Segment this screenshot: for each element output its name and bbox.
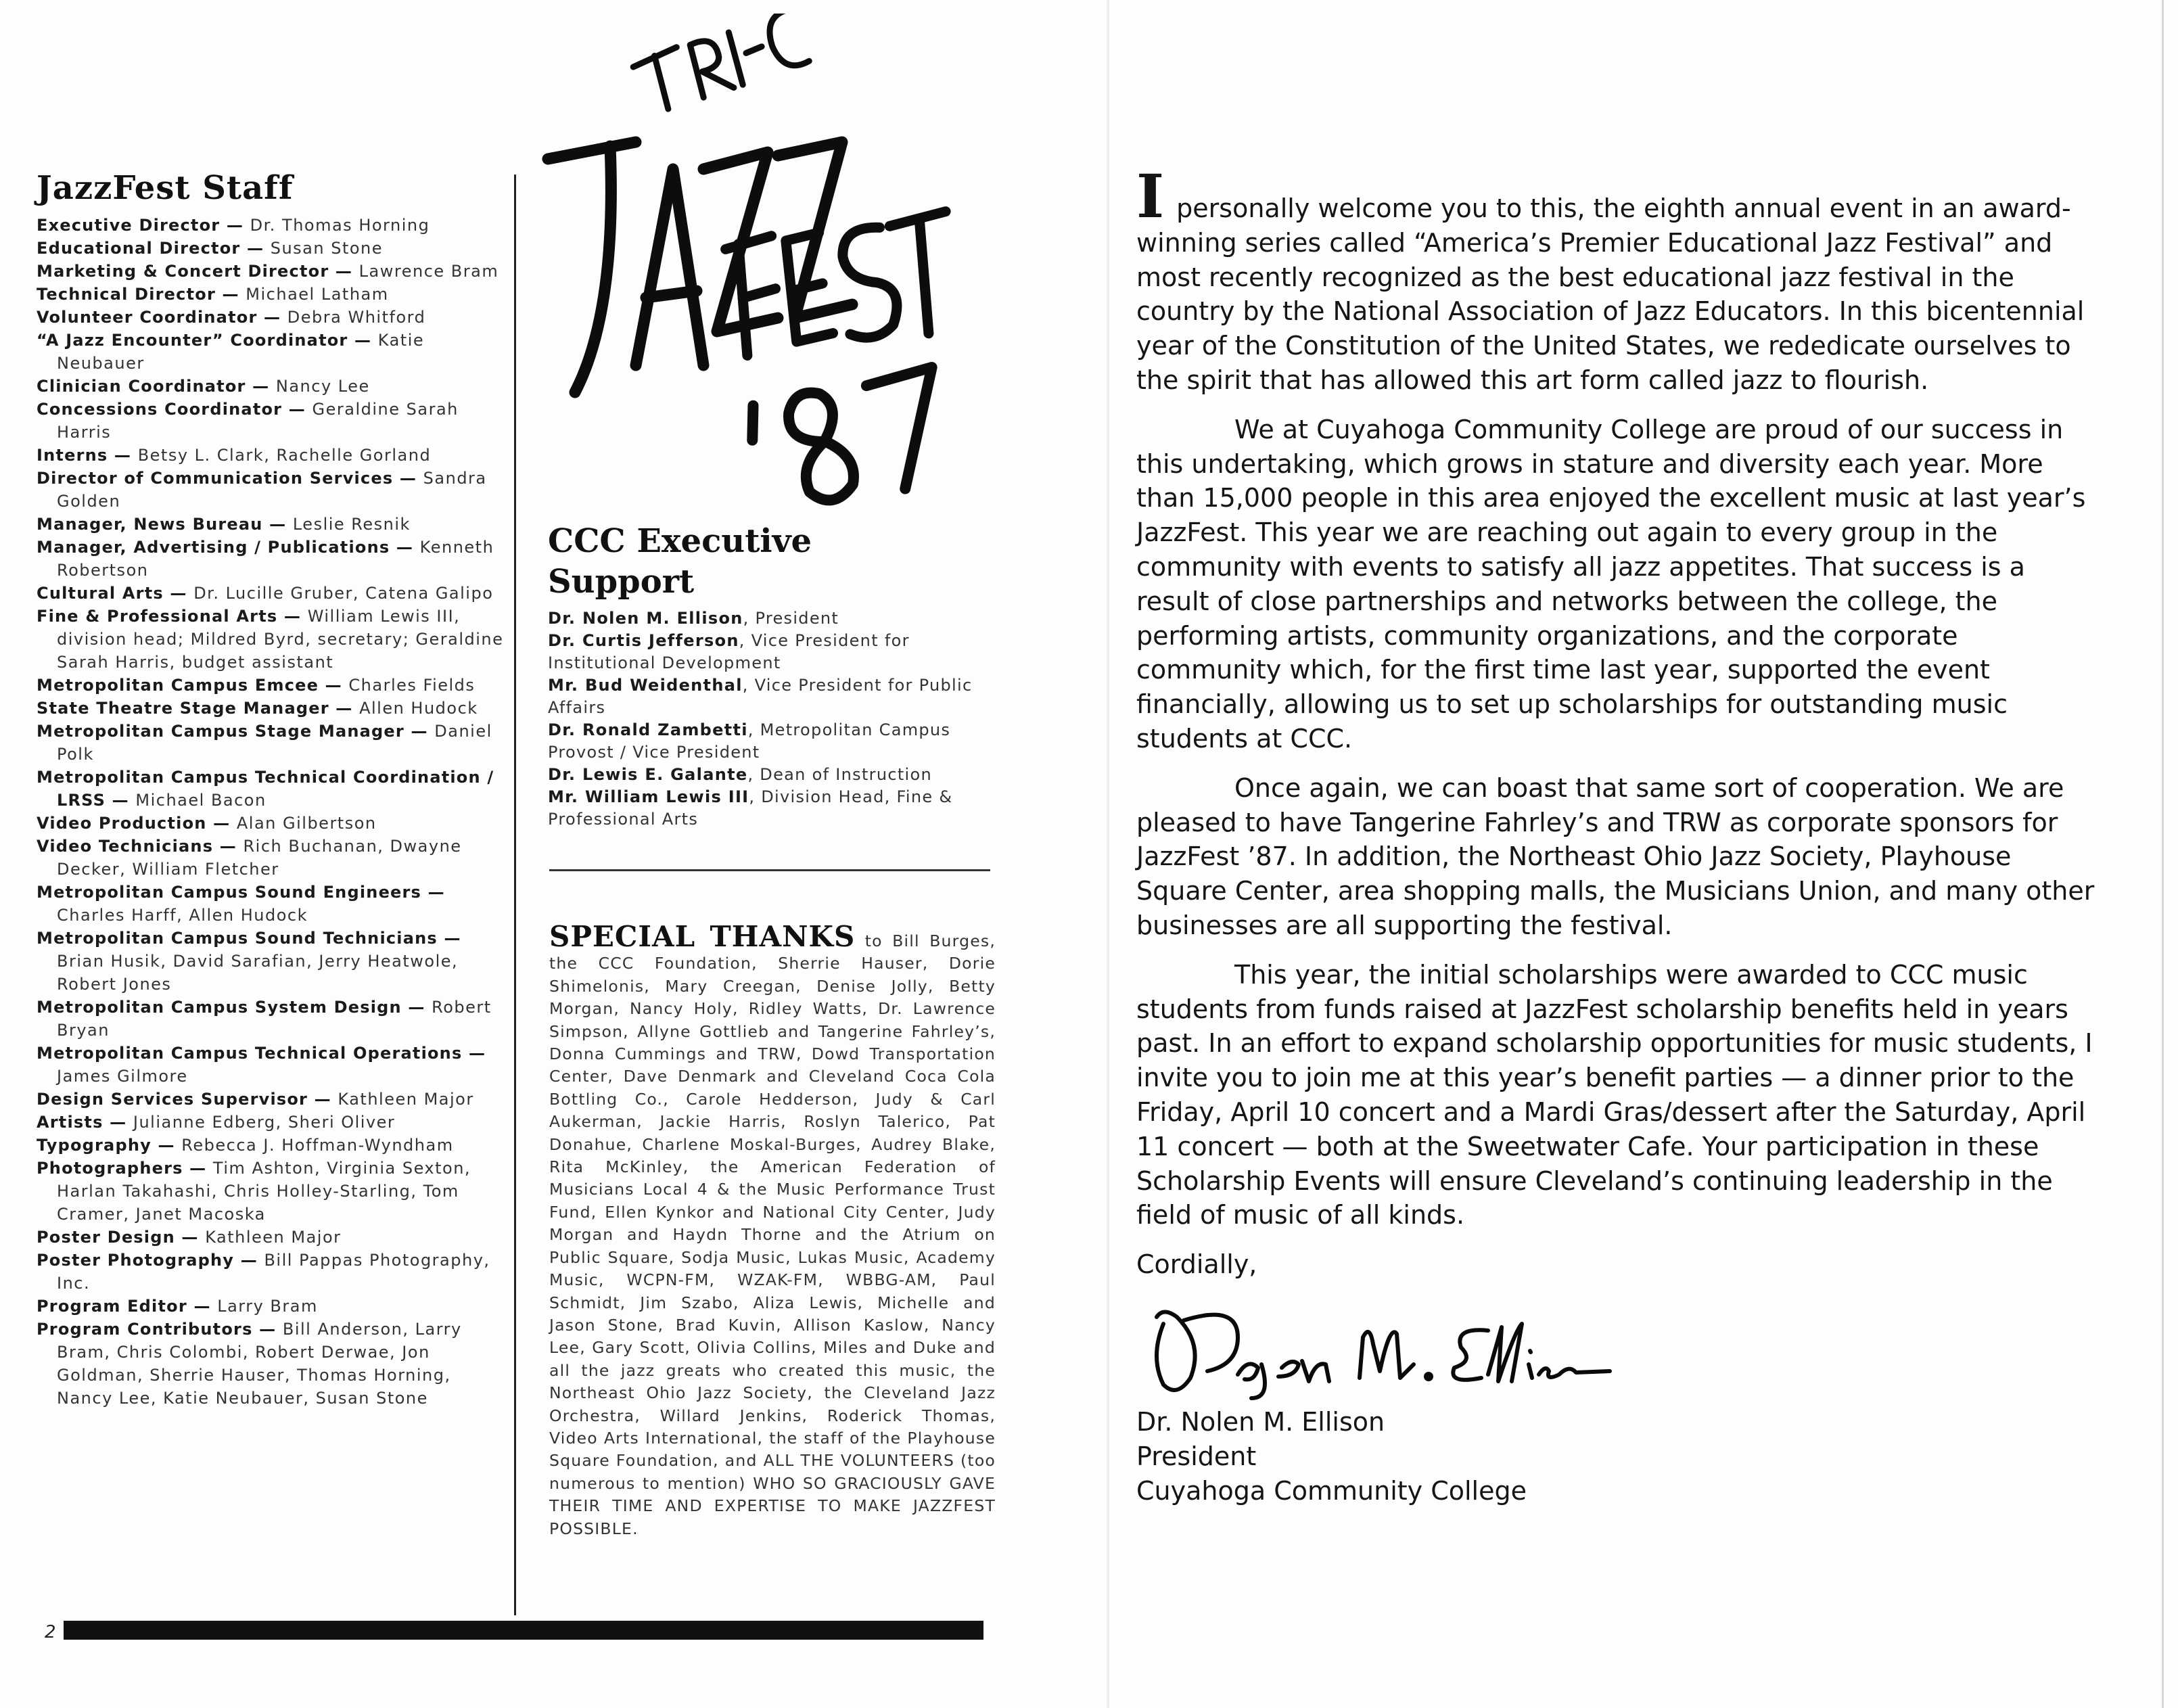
staff-role: Metropolitan Campus Emcee — [37,676,349,695]
staff-names: Tim Ashton, Virginia Sexton, Harlan Takahashi, Chris Holley-Starling, Tom Cramer, Janet Macoska [57,1159,471,1224]
staff-names: Debra Whitford [287,308,426,327]
staff-names: Kathleen Major [205,1228,342,1247]
logo-fest [724,212,962,360]
staff-role: Cultural Arts — [37,584,194,603]
staff-names: Geraldine Sarah Harris [57,400,459,442]
staff-entry [37,812,510,835]
staff-names: Katie Neubauer [57,331,425,373]
staff-entry [37,375,510,398]
staff-entry [37,513,510,536]
staff-names: Charles Harff, Allen Hudock [57,906,308,925]
page-number: 2 [45,1622,56,1642]
letter-paragraph-4: This year, the initial scholarships were awarded to CCC music students from funds raised at JazzFest scholarship benefits held in years past. In an effort to expand scholarship opportunities for music students, I invite you to join me at this year’s benefit parties — a dinner prior to the Friday, April 10 concert and a Mardi Gras/dessert after the Saturday, April 11 concert — both at the Sweetwater Cafe. Your participation in these Scholarship Events will ensure Cleveland’s continuing leadership in the field of music of all kinds. [1136,959,2093,1230]
staff-entry [37,306,510,329]
staff-role: Technical Director — [37,285,246,304]
exec-title: , Metropolitan Campus Provost / Vice President [548,720,951,762]
logo-tri-c [631,14,810,115]
staff-entry [37,720,510,766]
staff-role: Metropolitan Campus Technical Coordination / LRSS — [37,768,494,810]
staff-names: Leslie Resnik [292,515,411,534]
staff-names: Sandra Golden [57,469,487,511]
drop-cap: I [1136,161,1165,231]
staff-role: Volunteer Coordinator — [37,308,287,327]
exec-title: , Division Head, Fine & Professional Arts [548,787,953,829]
staff-entry [37,1249,510,1295]
staff-names: Brian Husik, David Sarafian, Jerry Heatwole, Robert Jones [57,952,459,994]
staff-names: Kathleen Major [338,1090,474,1109]
staff-entry [37,881,510,927]
staff-entry [37,398,510,444]
exec-entry [548,764,994,786]
staff-role: Concessions Coordinator — [37,400,312,419]
staff-names: Susan Stone [270,239,384,258]
staff-entry [37,260,510,283]
staff-names: Lawrence Bram [358,262,499,281]
exec-heading-line1: CCC Executive [548,522,812,560]
staff-role: Poster Design — [37,1228,206,1247]
page-right-edge [2162,0,2164,1708]
staff-names: Charles Fields [348,676,476,695]
staff-entry [37,674,510,697]
staff-entry [37,996,510,1042]
staff-role: Metropolitan Campus System Design — [37,998,432,1017]
exec-title: , Vice President for Public Affairs [548,676,973,717]
staff-names: Bill Anderson, Larry Bram, Chris Colombi, Robert Derwae, Jon Goldman, Sherrie Hauser, Thomas Horning, Nancy Lee, Katie Neubauer, Susan Stone [57,1320,462,1408]
staff-entry [37,237,510,260]
staff-role: Manager, News Bureau — [37,515,293,534]
staff-role: Fine & Professional Arts — [37,607,308,626]
signer-title: President [1136,1441,1257,1471]
staff-names: Kenneth Robertson [57,538,494,580]
logo-87 [745,367,952,513]
staff-entry [37,1088,510,1111]
staff-role: Marketing & Concert Director — [37,262,359,281]
staff-entry [37,1134,510,1157]
staff-role: Program Contributors — [37,1320,283,1339]
staff-list [37,169,510,1410]
exec-entry [548,786,994,831]
staff-entry [37,835,510,881]
staff-entry [37,1111,510,1134]
staff-role: “A Jazz Encounter” Coordinator — [37,331,378,350]
staff-entry [37,283,510,306]
staff-entry [37,536,510,582]
special-thanks-heading: SPECIAL THANKS [549,920,856,953]
staff-role: Video Production — [37,814,237,833]
section-divider [549,869,990,871]
jazzfest-87-logo [534,14,1001,514]
exec-name: Mr. Bud Weidenthal [548,676,743,695]
exec-name: Dr. Curtis Jefferson [548,631,739,650]
staff-role: Clinician Coordinator — [37,377,276,396]
exec-entry [548,674,994,719]
exec-entry [548,630,994,674]
staff-role: Educational Director — [37,239,271,258]
staff-entry [37,582,510,605]
staff-names: Dr. Lucille Gruber, Catena Galipo [193,584,494,603]
staff-role: State Theatre Stage Manager — [37,699,360,718]
staff-role: Poster Photography — [37,1251,264,1270]
staff-names: Nancy Lee [275,377,370,396]
staff-names: Bill Pappas Photography, Inc. [57,1251,490,1293]
staff-role: Director of Communication Services — [37,469,423,488]
staff-role: Executive Director — [37,216,250,235]
staff-names: Dr. Thomas Horning [250,216,430,235]
staff-names: Alan Gilbertson [236,814,377,833]
exec-name: Mr. William Lewis III [548,787,749,806]
staff-names: Larry Bram [217,1297,318,1316]
special-thanks-body: Burges, the CCC Foundation, Sherrie Hauser, Dorie Shimelonis, Mary Creegan, Denise Jolly, Betty Morgan, Nancy Holy, Ridley Watts, Dr. Lawrence Simpson, Allyne Gottlieb and Tangerine Fahrley’s, Donna Cummings and TRW, Dowd Transportation Center, Dave Denmark and Cleveland Coca Cola Bottling Co., Carole Hedderson, Judy & Carl Aukerman, Jackie Harris, Roslyn Talerico, Pat Donahue, Charlene Moskal-Burges, Audrey Blake, Rita McKinley, the American Federation of Musicians Local 4 & the Music Performance Trust Fund, Ellen Kynkor and National City Center, Judy Morgan and Haydn Thorne and the Atrium on Public Square, Sodja Music, Lukas Music, Academy Music, WCPN-FM, WZAK-FM, WBBG-AM, Paul Schmidt, Jim Szabo, Aliza Lewis, Michelle and Jason Stone, Brad Kuvin, Allison Kaslow, Nancy Lee, Gary Scott, Olivia Collins, Miles and Duke and all the jazz greats who created this music, the Northeast Ohio Jazz Society, the Cleveland Jazz Orchestra, Willard Jenkins, Roderick Thomas, Video Arts International, the staff of the Playhouse Square Foundation, and ALL THE VOLUNTEERS (too numerous to mention) WHO SO GRACIOUSLY GAVE THEIR TIME AND EXPERTISE TO MAKE JAZZFEST POSSIBLE. [549,931,996,1538]
exec-name: Dr. Lewis E. Galante [548,765,748,784]
staff-role: Metropolitan Campus Technical Operations — [37,1044,486,1063]
staff-entry [37,766,510,812]
staff-names: Robert Bryan [57,998,492,1040]
special-thanks-lead: to Bill [855,931,920,950]
staff-role: Manager, Advertising / Publications — [37,538,420,557]
staff-role: Interns — [37,446,138,465]
staff-entry [37,697,510,720]
staff-role: Artists — [37,1113,133,1132]
staff-role: Photographers — [37,1159,213,1178]
staff-role: Metropolitan Campus Stage Manager — [37,722,435,741]
staff-entry [37,927,510,996]
letter-paragraph-1-text: personally welcome you to this, the eighth annual event in an award-winning series called “America’s Premier Educational Jazz Festival” and most recently recognized as the best educational jazz festival in the country by the National Association of Jazz Educators. In this bicentennial year of the Constitution of the United States, we rededicate ourselves to the spirit that has allowed this art form called jazz to flourish. [1136,193,2085,395]
staff-entry [37,214,510,237]
staff-names: Julianne Edberg, Sheri Oliver [133,1113,396,1132]
exec-name: Dr. Ronald Zambetti [548,720,748,739]
staff-role: Metropolitan Campus Sound Technicians — [37,929,461,948]
staff-names: Michael Latham [246,285,389,304]
staff-entry [37,467,510,513]
signer-organization: Cuyahoga Community College [1136,1475,1527,1506]
column-divider [514,175,516,1615]
exec-heading-line2: Support [548,563,695,601]
staff-entry [37,444,510,467]
staff-entry [37,329,510,375]
staff-entry [37,1295,510,1318]
welcome-letter [1136,161,2097,1508]
exec-entry [548,719,994,764]
staff-role: Typography — [37,1136,182,1155]
staff-role: Metropolitan Campus Sound Engineers — [37,883,445,902]
staff-role: Video Technicians — [37,837,244,856]
special-thanks [549,920,996,1540]
staff-names: Allen Hudock [359,699,478,718]
staff-entry [37,1318,510,1410]
staff-role: Program Editor — [37,1297,218,1316]
staff-names: Rebecca J. Hoffman-Wyndham [181,1136,454,1155]
staff-names: James Gilmore [57,1067,188,1086]
exec-entry [548,607,994,630]
exec-support [548,521,994,831]
staff-names: Rich Buchanan, Dwayne Decker, William Fletcher [57,837,462,879]
staff-entry [37,1157,510,1226]
letter-closing: Cordially, [1136,1249,1257,1280]
staff-heading: JazzFest Staff [37,169,294,207]
signer-name: Dr. Nolen M. Ellison [1136,1406,1385,1437]
exec-title: , President [743,609,839,628]
letter-paragraph-2: We at Cuyahoga Community College are proud of our success in this undertaking, which grows in stature and diversity each year. More than 15,000 people in this area enjoyed the excellent music at last year’s JazzFest. This year we are reaching out again to every group in the community with events to satisfy all jazz appetites. That success is a result of close partnerships and networks between the college, the performing artists, community organizations, and the corporate community which, for the first time last year, supported the event financially, allowing us to set up scholarships for outstanding music students at CCC. [1136,414,2086,754]
staff-entry [37,1042,510,1088]
staff-names: Michael Bacon [135,791,267,810]
exec-heading [548,521,994,602]
staff-names: William Lewis III, division head; Mildred Byrd, secretary; Geraldine Sarah Harris, budget assistant [57,607,504,672]
footer-bar [64,1621,983,1640]
staff-names: Betsy L. Clark, Rachelle Gorland [137,446,432,465]
staff-entry [37,1226,510,1249]
staff-role: Design Services Supervisor — [37,1090,338,1109]
exec-entries [548,607,994,831]
signature [1136,1297,1650,1405]
exec-title: , Dean of Instruction [747,765,932,784]
letter-paragraph-1 [1136,161,2097,398]
staff-names: Daniel Polk [57,722,492,764]
letter-paragraph-3: Once again, we can boast that same sort of cooperation. We are pleased to have Tangerine Fahrley’s and TRW as corporate sponsors for JazzFest ’87. In addition, the Northeast Ohio Jazz Society, Playhouse Square Center, area shopping malls, the Musicians Union, and many other businesses are all supporting the festival. [1136,772,2095,940]
staff-entries [37,214,510,1410]
logo-jazz [548,142,852,392]
staff-entry [37,605,510,674]
exec-title: , Vice President for Institutional Development [548,631,910,672]
exec-name: Dr. Nolen M. Ellison [548,609,743,628]
